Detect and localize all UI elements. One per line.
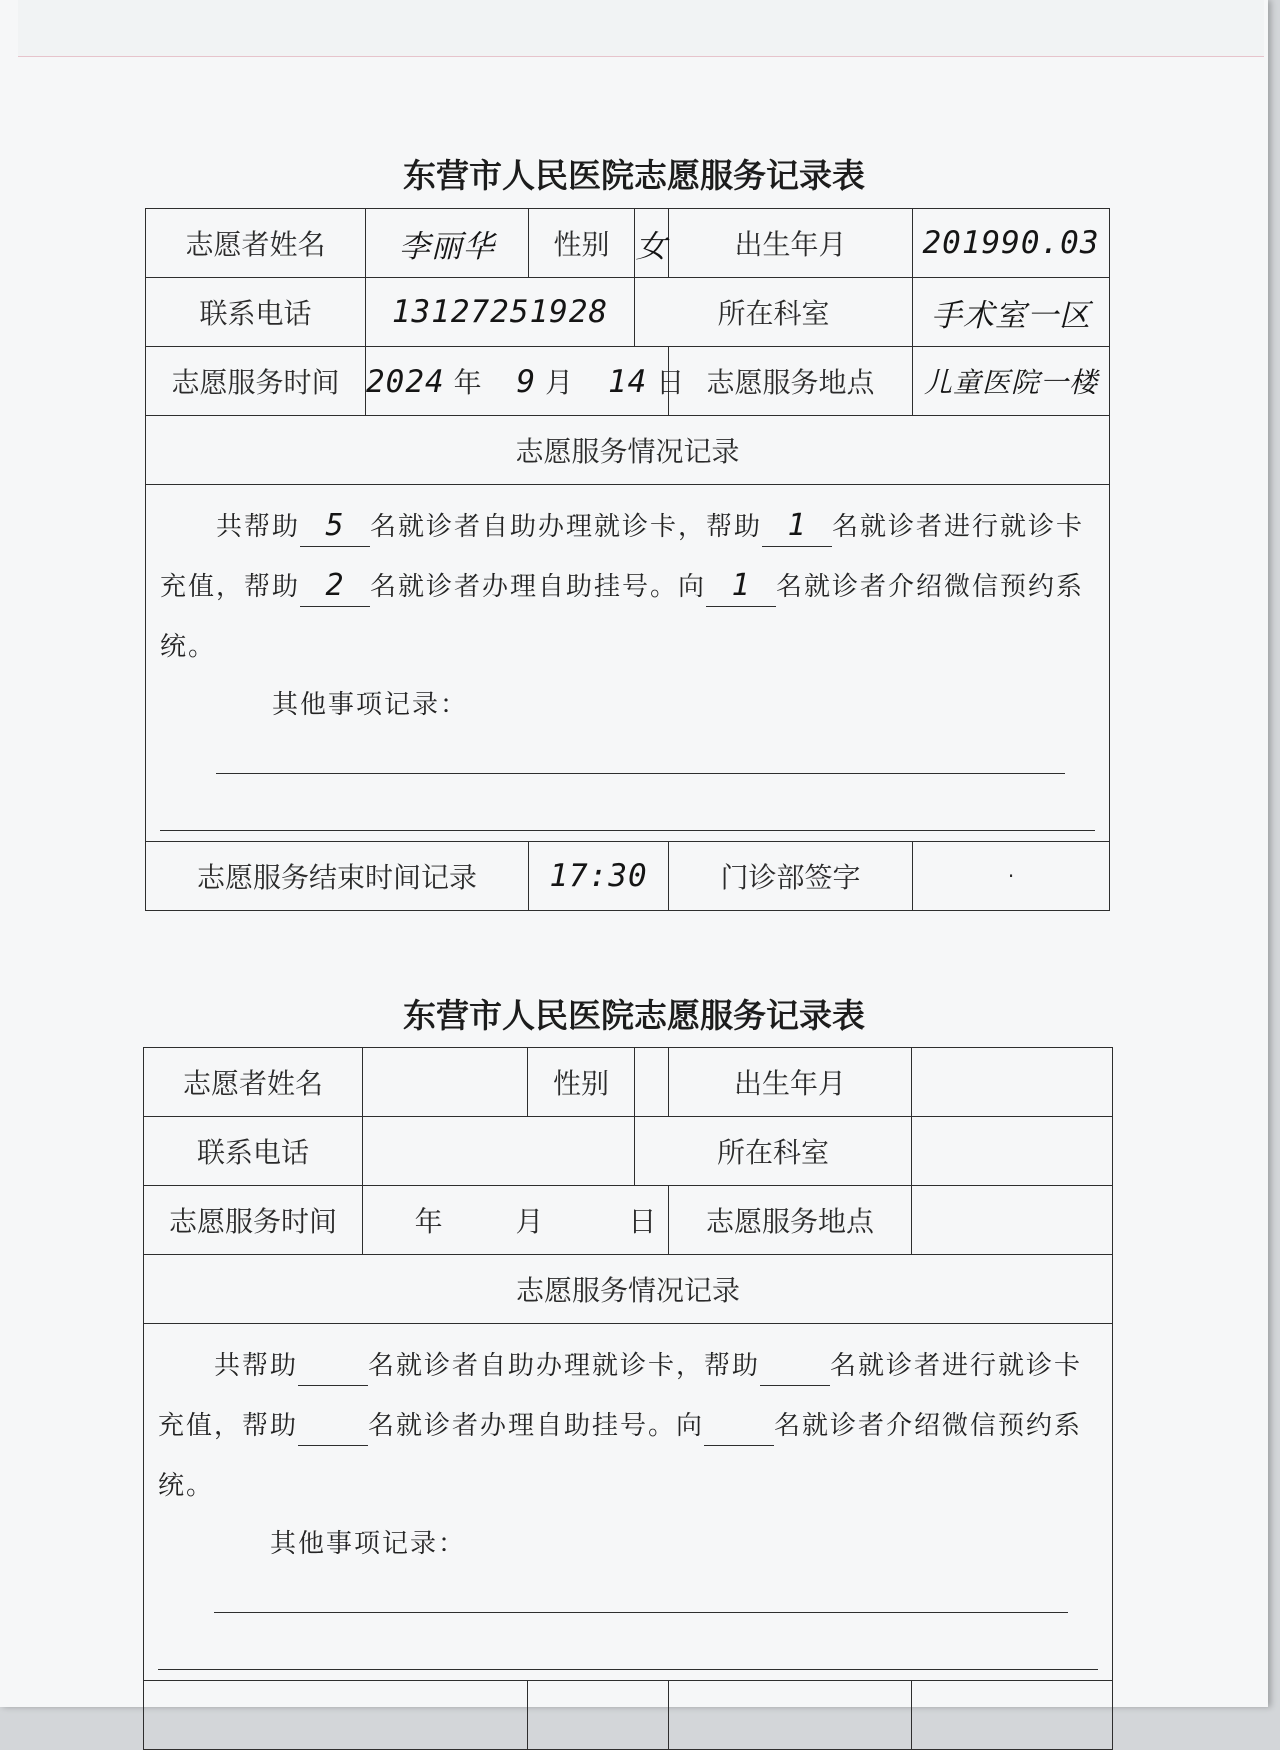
form2-blank-register[interactable] [298, 1407, 368, 1446]
form1-name-label: 志愿者姓名 [146, 209, 366, 278]
form1-sentence-part-5: 名就诊者介绍微信预约系统。 [160, 572, 1085, 662]
form2-end-time-label [144, 1681, 528, 1750]
form1-phone-value: 13127251928 [366, 278, 635, 347]
form1-register-count: 2 [325, 568, 345, 603]
form1-end-time-value: 17:30 [529, 842, 669, 911]
form2-birth-label: 出生年月 [669, 1048, 912, 1117]
form2-service-place-label: 志愿服务地点 [669, 1186, 912, 1255]
form2-blank-wechat[interactable] [704, 1407, 774, 1446]
form1-blank-register [300, 567, 370, 607]
form2-day-unit: 日 [628, 1205, 657, 1238]
form1-blank-cards [300, 507, 370, 547]
form2-service-place-value[interactable] [912, 1186, 1113, 1255]
form2-record-heading: 志愿服务情况记录 [144, 1255, 1113, 1324]
form2-blank-cards[interactable] [298, 1347, 368, 1386]
form1-year-value: 2024 [366, 364, 445, 400]
form2-gender-label: 性别 [528, 1048, 635, 1117]
form2-name-value[interactable] [363, 1048, 528, 1117]
form1-month-value: 9 [516, 364, 537, 400]
form2-sentence-part-3: 名就诊者进行就诊卡充值，帮助 [158, 1351, 1083, 1441]
form1-table [145, 208, 1110, 911]
form1-other-line-1 [216, 773, 1065, 774]
form1-service-time-label: 志愿服务时间 [146, 347, 366, 416]
form1-record-body [146, 485, 1110, 842]
form2-month-unit: 月 [515, 1205, 544, 1238]
form1-service-place-value: 儿童医院一楼 [913, 347, 1110, 416]
form1-sentence-part-4: 名就诊者办理自助挂号。向 [370, 572, 707, 602]
form2-blank-recharge[interactable] [760, 1347, 830, 1386]
form2-sentence-part-5: 名就诊者介绍微信预约系统。 [158, 1411, 1083, 1501]
form2-phone-value[interactable] [363, 1117, 635, 1186]
form1-department-label: 所在科室 [635, 278, 913, 347]
form2-year-unit: 年 [414, 1205, 443, 1238]
form2-department-label: 所在科室 [635, 1117, 912, 1186]
form1-day-value: 14 [607, 364, 648, 400]
form2-department-value[interactable] [912, 1117, 1113, 1186]
form2-title: 东营市人民医院志愿服务记录表 [403, 996, 865, 1035]
form1-service-place-label: 志愿服务地点 [669, 347, 913, 416]
form1-gender-value: 女 [635, 209, 669, 278]
form1-name-value: 李丽华 [366, 209, 529, 278]
form1-year-unit: 年 [453, 366, 482, 399]
form1-sentence-part-3: 名就诊者进行就诊卡充值，帮助 [160, 512, 1085, 602]
form1-sentence-part-1: 共帮助 [216, 512, 301, 542]
form2-other-line-2 [158, 1669, 1098, 1670]
form2-other-line-1 [214, 1612, 1068, 1613]
form1-gender-label: 性别 [529, 209, 635, 278]
form1-blank-wechat [706, 567, 776, 607]
form1-sentence-part-2: 名就诊者自助办理就诊卡，帮助 [370, 512, 763, 542]
form2-birth-value[interactable] [912, 1048, 1113, 1117]
form1-signature-value: · [913, 842, 1110, 911]
form2-end-time-value[interactable] [528, 1681, 669, 1750]
form1-recharge-count: 1 [787, 508, 807, 543]
form2-service-time-label: 志愿服务时间 [144, 1186, 363, 1255]
form2-signature-label [669, 1681, 912, 1750]
form1-month-unit: 月 [545, 366, 574, 399]
form2-sentence-part-4: 名就诊者办理自助挂号。向 [368, 1411, 705, 1441]
form2-record-body [144, 1324, 1113, 1681]
form1-signature-label: 门诊部签字 [669, 842, 913, 911]
form1-other-line-2 [160, 830, 1095, 831]
form1-end-time-label: 志愿服务结束时间记录 [146, 842, 529, 911]
form1-blank-recharge [762, 507, 832, 547]
form2-record-paragraph [158, 1324, 1098, 1670]
form1-title: 东营市人民医院志愿服务记录表 [403, 156, 865, 195]
form1-phone-label: 联系电话 [146, 278, 366, 347]
form1-birth-label: 出生年月 [669, 209, 913, 278]
form2-sentence-part-2: 名就诊者自助办理就诊卡，帮助 [368, 1351, 761, 1381]
previous-page-edge [18, 0, 1264, 57]
form1-wechat-count: 1 [731, 568, 751, 603]
form2-signature-value[interactable] [912, 1681, 1113, 1750]
form2-phone-label: 联系电话 [144, 1117, 363, 1186]
form1-record-heading: 志愿服务情况记录 [146, 416, 1110, 485]
form2-service-date[interactable] [363, 1186, 669, 1255]
form1-service-date [366, 347, 685, 416]
form1-other-label: 其他事项记录： [272, 690, 469, 720]
form2-other-label: 其他事项记录： [270, 1529, 467, 1559]
form2-gender-value[interactable] [635, 1048, 669, 1117]
form2-table [143, 1047, 1113, 1750]
form1-department-value: 手术室一区 [913, 278, 1110, 347]
form2-sentence-part-1: 共帮助 [214, 1351, 299, 1381]
form1-record-paragraph [160, 485, 1095, 831]
form1-birth-value: 201990.03 [913, 209, 1110, 278]
form1-day-unit: 日 [656, 366, 685, 399]
form1-cards-count: 5 [325, 508, 345, 543]
form2-name-label: 志愿者姓名 [144, 1048, 363, 1117]
